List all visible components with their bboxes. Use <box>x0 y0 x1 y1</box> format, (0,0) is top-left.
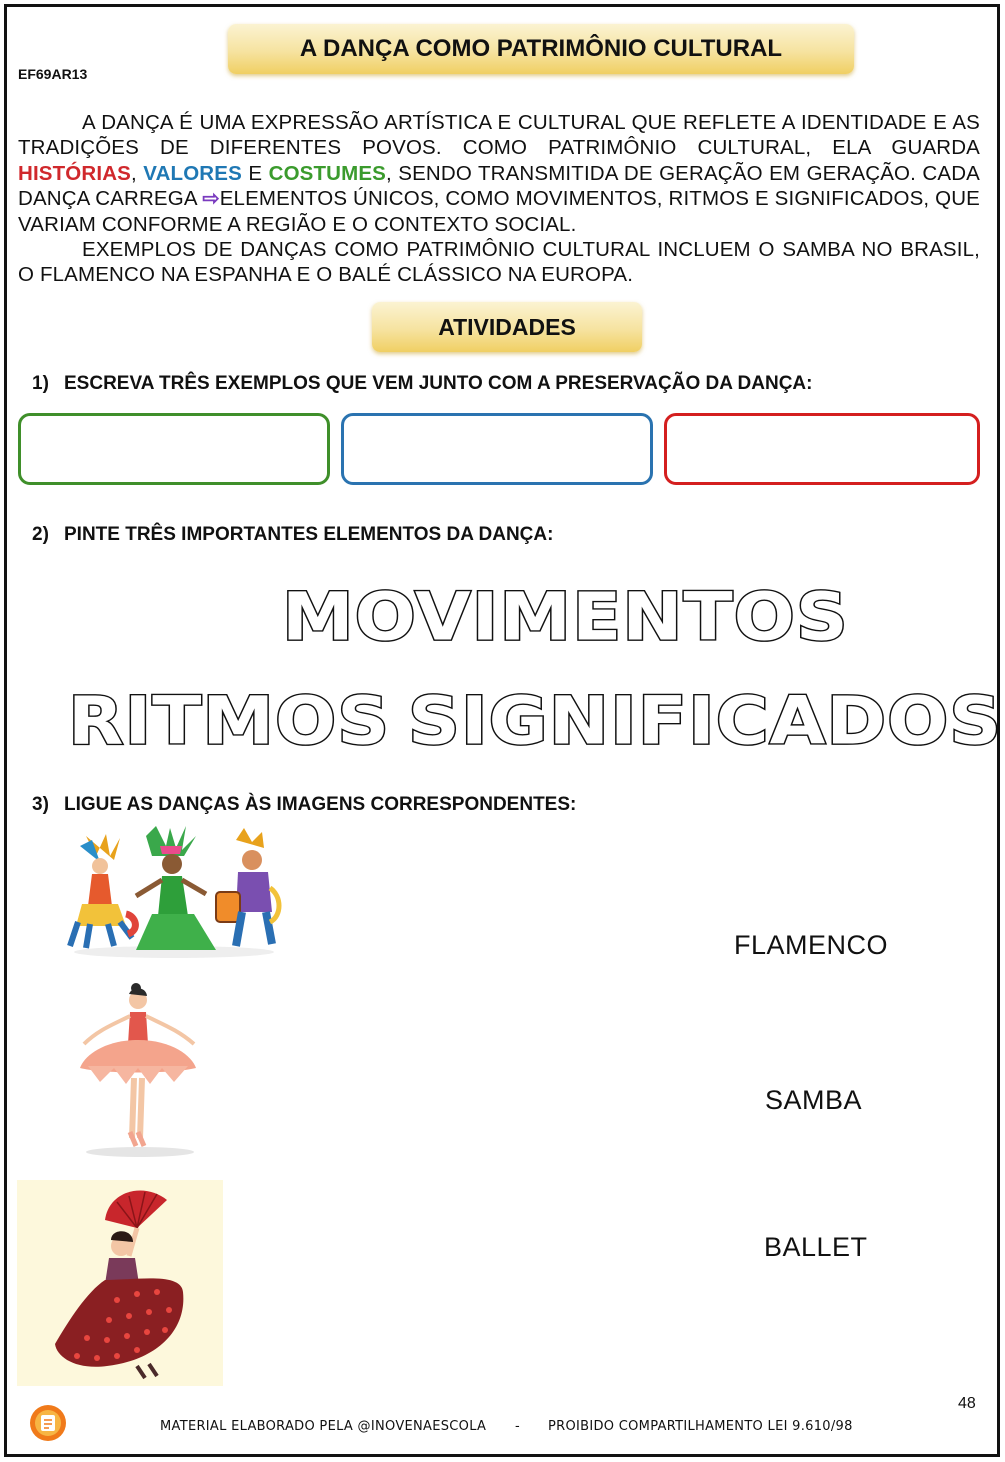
activities-title: ATIVIDADES <box>372 302 642 352</box>
intro-paragraph-1: A DANÇA É UMA EXPRESSÃO ARTÍSTICA E CULTURAL QUE REFLETE A IDENTIDADE E AS TRADIÇÕES DE DIFERENTES POVOS. COMO PATRIMÔNIO CULTURAL, ELA GUARDA HISTÓRIAS, VALORES E COSTUMES, SENDO TRANSMITIDA DE GERAÇÃO EM GERAÇÃO. CADA DANÇA CARREGA ⇨ELEMENTOS ÚNICOS, COMO MOVIMENTOS, RITMOS E SIGNIFICADOS, QUE VARIAM CONFORME A REGIÃO E O CONTEXTO SOCIAL. <box>18 111 980 236</box>
intro-text-1: A DANÇA É UMA EXPRESSÃO ARTÍSTICA E CULTURAL QUE REFLETE A IDENTIDADE E AS TRADIÇÕES DE DIFERENTES POVOS. COMO PATRIMÔNIO CULTURAL, ELA GUARDA <box>18 111 980 160</box>
page-number: 48 <box>958 1395 976 1412</box>
page-title: A DANÇA COMO PATRIMÔNIO CULTURAL <box>228 24 854 74</box>
color-word-movimentos[interactable]: MOVIMENTOS <box>282 578 849 656</box>
question-3: 3) LIGUE AS DANÇAS ÀS IMAGENS CORRESPONDENTES: <box>32 794 577 815</box>
keyword-valores: VALORES <box>143 161 242 185</box>
samba-dancers-image[interactable] <box>66 826 282 960</box>
question-1: 1) ESCREVA TRÊS EXEMPLOS QUE VEM JUNTO COM A PRESERVAÇÃO DA DANÇA: <box>32 373 813 394</box>
footer-separator: - <box>515 1419 520 1434</box>
ballet-dancer-image[interactable] <box>74 982 204 1160</box>
intro-text-2: , SENDO TRANSMITIDA DE GERAÇÃO EM GERAÇÃO. CADA DANÇA CARREGA <box>18 161 980 211</box>
intro-paragraph-2: EXEMPLOS DE DANÇAS COMO PATRIMÔNIO CULTURAL INCLUEM O SAMBA NO BRASIL, O FLAMENCO NA ESPANHA E O BALÉ CLÁSSICO NA EUROPA. <box>18 238 980 287</box>
keyword-historias: HISTÓRIAS <box>18 161 131 185</box>
footer-notice: PROIBIDO COMPARTILHAMENTO LEI 9.610/98 <box>548 1419 853 1434</box>
color-word-significados[interactable]: SIGNIFICADOS <box>408 682 1003 760</box>
color-word-ritmos[interactable]: RITMOS <box>68 682 391 760</box>
flamenco-dancer-image[interactable] <box>17 1180 223 1386</box>
label-flamenco[interactable]: FLAMENCO <box>734 930 889 960</box>
arrow-icon: ⇨ <box>202 187 220 211</box>
label-ballet[interactable]: BALLET <box>764 1232 868 1262</box>
footer-credit: MATERIAL ELABORADO PELA @INOVENAESCOLA <box>160 1419 487 1434</box>
keyword-costumes: COSTUMES <box>268 161 386 185</box>
school-logo-icon <box>28 1403 68 1443</box>
intro-text-3: ELEMENTOS ÚNICOS, COMO MOVIMENTOS, RITMOS E SIGNIFICADOS, QUE VARIAM CONFORME A REGIÃO E O CONTEXTO SOCIAL. <box>18 187 980 236</box>
answer-box-3[interactable] <box>664 413 980 485</box>
label-samba[interactable]: SAMBA <box>765 1085 863 1115</box>
answer-box-2[interactable] <box>341 413 653 485</box>
curriculum-code: EF69AR13 <box>18 66 88 82</box>
answer-box-1[interactable] <box>18 413 330 485</box>
question-2: 2) PINTE TRÊS IMPORTANTES ELEMENTOS DA DANÇA: <box>32 524 554 545</box>
